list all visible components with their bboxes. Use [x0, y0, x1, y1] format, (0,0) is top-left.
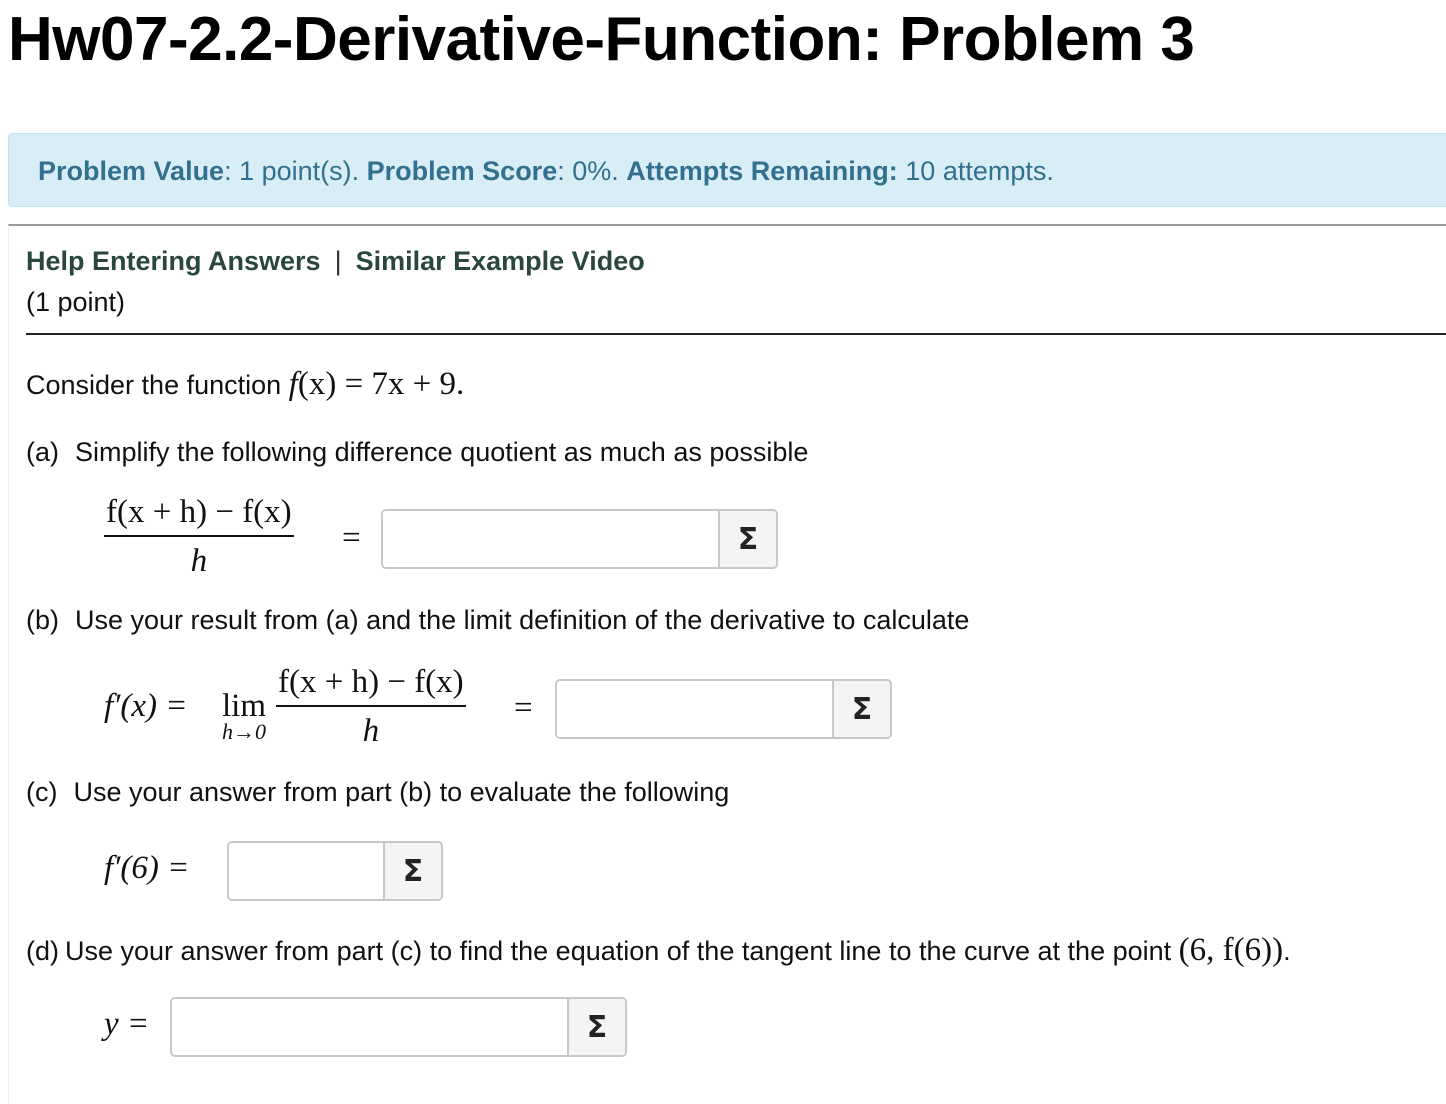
link-separator: |	[334, 246, 342, 276]
answer-c-box	[227, 841, 443, 901]
part-b-text: Use your result from (a) and the limit definition of the derivative to calculate	[75, 605, 970, 635]
page-title: Hw07-2.2-Derivative-Function: Problem 3	[8, 5, 1195, 74]
answer-d-input[interactable]	[172, 999, 567, 1055]
part-a-text: Simplify the following difference quotient as much as possible	[75, 437, 809, 467]
answer-a-input[interactable]	[383, 511, 718, 567]
attempts-label: Attempts Remaining:	[626, 156, 898, 186]
problem-value-text: : 1 point(s).	[224, 156, 367, 186]
answer-b-input[interactable]	[557, 681, 832, 737]
problem-info-bar	[8, 133, 1446, 207]
part-b-lhs: f′(x) =	[104, 688, 188, 724]
intro-statement	[26, 366, 464, 403]
sigma-icon[interactable]: Σ	[383, 843, 441, 899]
part-d-end: .	[1283, 936, 1291, 966]
part-b-prompt	[26, 605, 969, 636]
problem-value-label: Problem Value	[38, 156, 225, 186]
part-c-lhs: f′(6) =	[104, 850, 190, 886]
problem-score-label: Problem Score	[366, 156, 558, 186]
part-c-text: Use your answer from part (b) to evaluate the following	[73, 777, 730, 807]
problem-container	[8, 224, 1446, 1104]
part-d-point: (6, f(6))	[1178, 932, 1284, 968]
part-b-denominator: h	[362, 713, 380, 749]
sigma-icon[interactable]: Σ	[718, 511, 776, 567]
part-d-lhs: y =	[104, 1006, 150, 1042]
point-value: (1 point)	[26, 287, 126, 317]
part-b-limit: lim h→0	[222, 688, 267, 744]
divider	[26, 333, 1446, 335]
part-a-prompt	[26, 437, 808, 468]
part-a-numerator: f(x + h) − f(x)	[104, 494, 294, 537]
part-d-label: (d)	[26, 936, 59, 966]
part-d-prompt	[26, 932, 1291, 969]
help-entering-answers-link[interactable]: Help Entering Answers	[26, 246, 321, 276]
answer-a-box	[381, 509, 778, 569]
part-d-text: Use your answer from part (c) to find the equation of the tangent line to the curve at the point	[65, 936, 1179, 966]
answer-d-box	[170, 997, 627, 1057]
part-a-denominator: h	[190, 543, 208, 579]
intro-math: f(x) = 7x + 9.	[288, 366, 465, 402]
problem-score-text: : 0%.	[557, 156, 627, 186]
part-a-equals: =	[342, 520, 361, 556]
part-b-equals: =	[514, 690, 533, 726]
answer-b-box	[555, 679, 892, 739]
sigma-icon[interactable]: Σ	[567, 999, 625, 1055]
part-b-fraction	[276, 664, 466, 750]
similar-example-video-link[interactable]: Similar Example Video	[355, 246, 645, 276]
help-links	[26, 246, 645, 277]
part-b-numerator: f(x + h) − f(x)	[276, 664, 466, 707]
attempts-text: 10 attempts.	[897, 156, 1054, 186]
intro-text: Consider the function	[26, 370, 289, 400]
part-b-label: (b)	[26, 605, 59, 635]
part-a-label: (a)	[26, 437, 59, 467]
part-a-fraction	[104, 494, 294, 580]
part-c-label: (c)	[26, 777, 58, 807]
sigma-icon[interactable]: Σ	[832, 681, 890, 737]
part-c-prompt	[26, 777, 729, 808]
answer-c-input[interactable]	[229, 843, 383, 899]
